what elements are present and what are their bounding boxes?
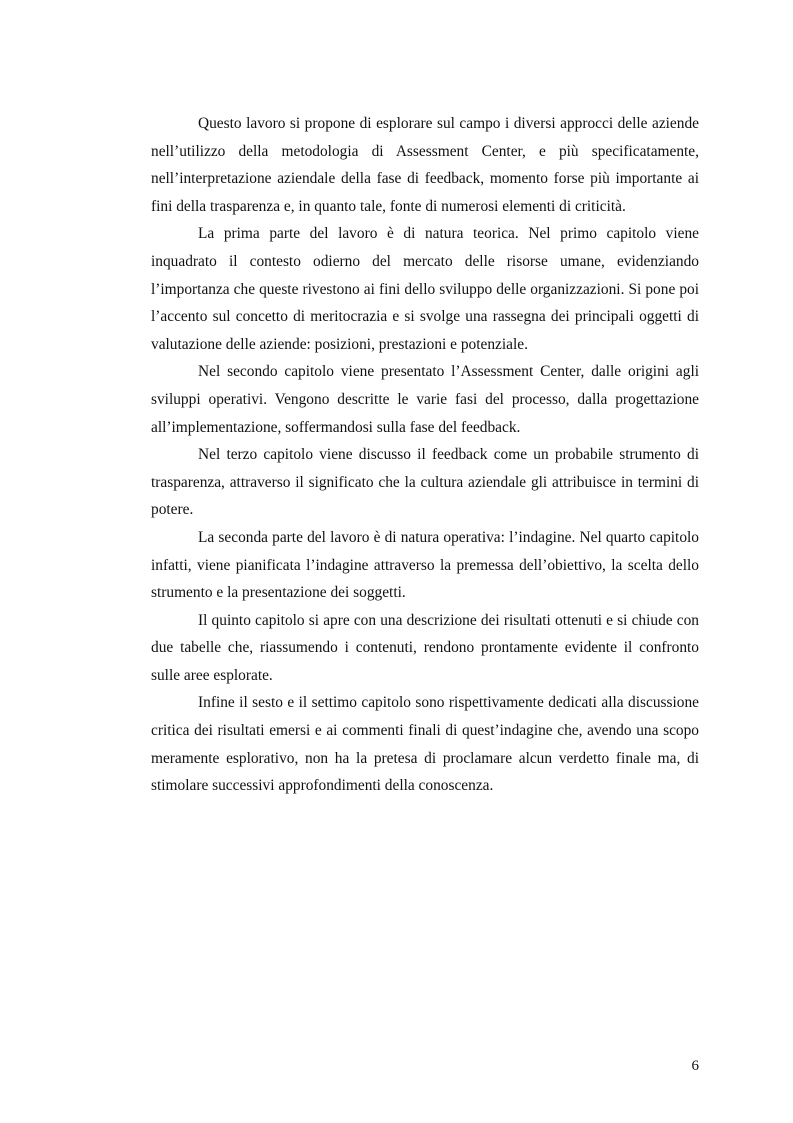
paragraph-second-chapter: Nel secondo capitolo viene presentato l’Assessment Center, dalle origini agli sviluppi operativi. Vengono descritte le varie fasi del processo, dalla progettazione all’implementazione, soffermandosi sulla fase del feedback. — [151, 363, 699, 436]
paragraph-second-part: La seconda parte del lavoro è di natura operativa: l’indagine. Nel quarto capitolo infatti, viene pianificata l’indagine attraverso la premessa dell’obiettivo, la scelta dello strumento e la presentazione dei soggetti. — [151, 528, 699, 602]
page-number: 6 — [691, 1058, 699, 1074]
paragraph-intro: Questo lavoro si propone di esplorare sul campo i diversi approcci delle aziende nell’utilizzo della metodologia di Assessment Center, e più specificatamente, nell’interpretazione aziendale della fase di feedback, momento forse più importante ai fini della trasparenza e, in quanto tale, fonte di numerosi elementi di criticità. — [151, 115, 699, 215]
paragraph-first-part: La prima parte del lavoro è di natura teorica. Nel primo capitolo viene inquadrato il contesto odierno del mercato delle risorse umane, evidenziando l’importanza che queste rivestono ai fini dello sviluppo delle organizzazioni. Si pone poi l’accento sul concetto di meritocrazia e si svolge una rassegna dei principali oggetti di valutazione delle aziende: posizioni, prestazioni e potenziale. — [151, 225, 699, 353]
paragraph-fifth-chapter: Il quinto capitolo si apre con una descrizione dei risultati ottenuti e si chiude con due tabelle che, riassumendo i contenuti, rendono prontamente evidente il confronto sulle aree esplorate. — [151, 611, 699, 684]
body-text — [151, 110, 699, 800]
paragraph-third-chapter: Nel terzo capitolo viene discusso il feedback come un probabile strumento di trasparenza, attraverso il significato che la cultura aziendale gli attribuisce in termini di potere. — [151, 446, 699, 519]
paragraph-final-chapters: Infine il sesto e il settimo capitolo sono rispettivamente dedicati alla discussione critica dei risultati emersi e ai commenti finali di quest’indagine che, avendo una scopo meramente esplorativo, non ha la pretesa di proclamare alcun verdetto finale ma, di stimolare successivi approfondimenti della conoscenza. — [151, 694, 699, 795]
